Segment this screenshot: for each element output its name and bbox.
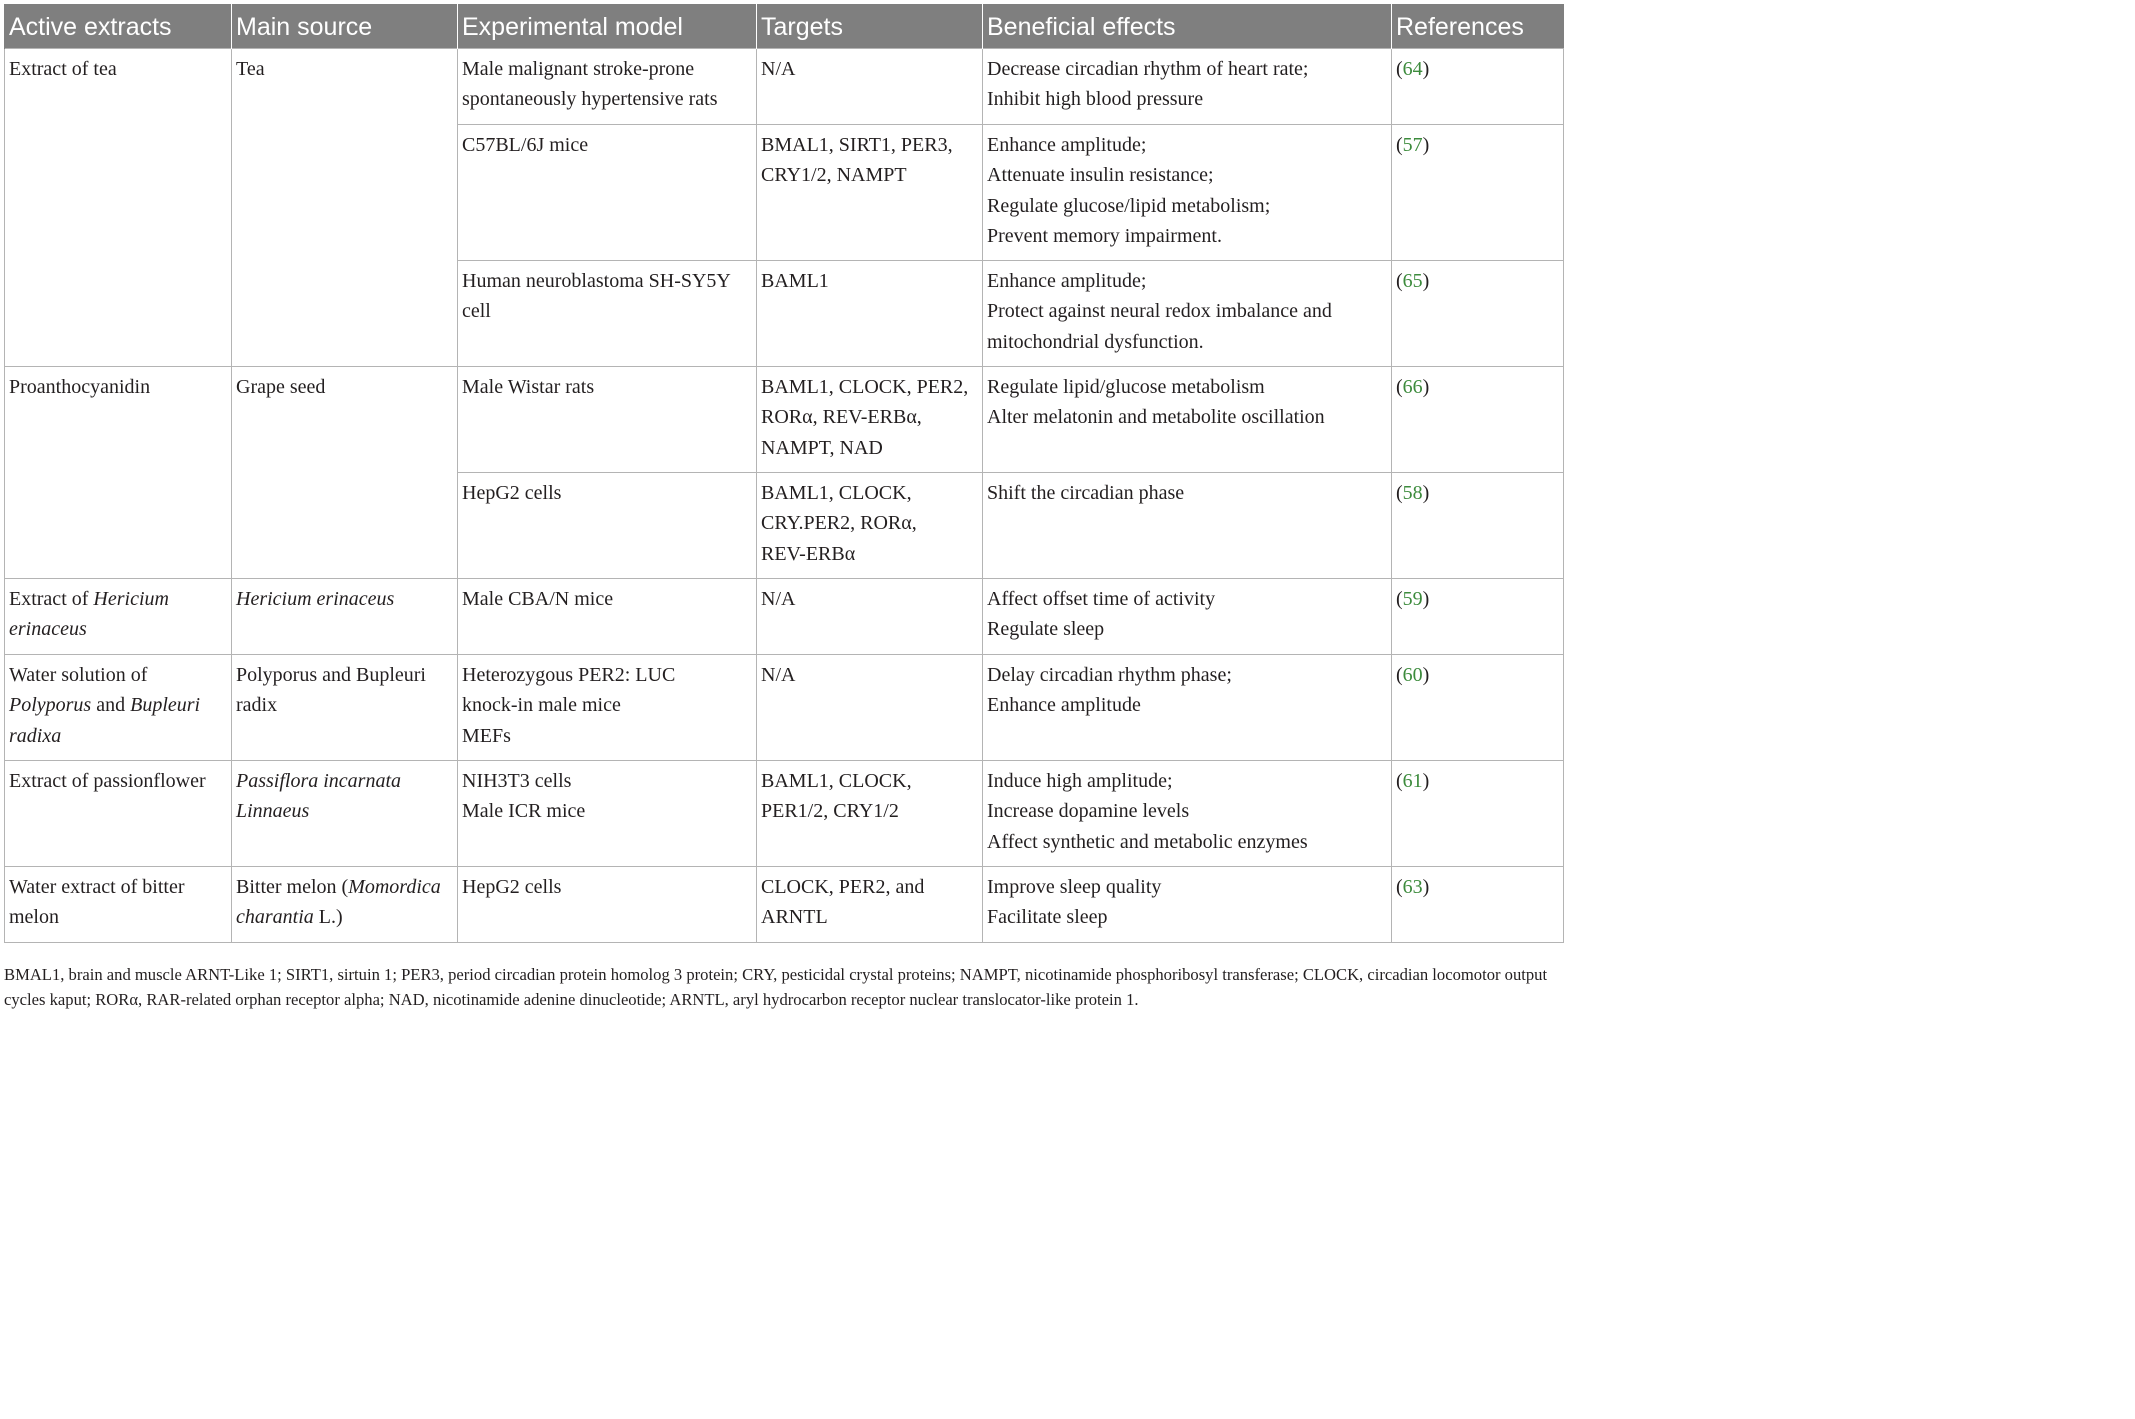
effect-line: Induce high amplitude;: [987, 770, 1173, 792]
model-line: Male CBA/N mice: [462, 588, 614, 610]
targets-line: BMAL1, SIRT1, PER3,: [761, 134, 953, 156]
reference-link[interactable]: 59: [1402, 588, 1423, 610]
main-source-cell: [232, 761, 458, 867]
experimental-model-cell: [458, 761, 757, 867]
beneficial-effects-cell: [983, 761, 1392, 867]
effect-line: Prevent memory impairment.: [987, 225, 1222, 248]
ref-close-paren: ): [1422, 770, 1430, 792]
active-extract-line: Extract of passionflower: [9, 770, 206, 792]
effect-line: Alter melatonin and metabolite oscillation: [987, 406, 1325, 429]
beneficial-effects-cell: [983, 473, 1392, 579]
reference-link[interactable]: 65: [1402, 270, 1423, 292]
effect-line: Attenuate insulin resistance;: [987, 164, 1214, 187]
targets-line: BAML1, CLOCK,: [761, 482, 912, 504]
active-extract-text: and: [91, 694, 131, 717]
targets-line: N/A: [761, 588, 796, 610]
experimental-model-cell: [458, 655, 757, 761]
targets-cell: [757, 655, 983, 761]
targets-cell: [757, 761, 983, 867]
table-header-row: [5, 4, 1564, 49]
targets-line: CRY.PER2, RORα,: [761, 512, 917, 535]
effect-line: Regulate lipid/glucose metabolism: [987, 376, 1265, 398]
active-extract-species: radixa: [9, 724, 62, 747]
model-line: spontaneously hypertensive rats: [462, 88, 718, 111]
ref-open-paren: (: [1396, 664, 1403, 686]
references-cell: [1392, 367, 1564, 473]
active-extract-species: Hericium: [93, 588, 169, 610]
main-source-line: Tea: [236, 58, 265, 80]
effect-line: Increase dopamine levels: [987, 800, 1190, 823]
table-footnote: BMAL1, brain and muscle ARNT-Like 1; SIRT1, sirtuin 1; PER3, period circadian protein homolog 3 protein; CRY, pesticidal crystal proteins; NAMPT, nicotinamide phosphoribosyl transferase; CLOCK, circadian locomotor output cycles kaput; RORα, RAR-related orphan receptor alpha; NAD, nicotinamide adenine dinucleotide; ARNTL, aryl hydrocarbon receptor nuclear translocator-like protein 1.: [4, 965, 1548, 1009]
beneficial-effects-cell: [983, 261, 1392, 367]
model-line: knock-in male mice: [462, 694, 621, 717]
references-cell: [1392, 49, 1564, 125]
model-line: Male malignant stroke-prone: [462, 58, 695, 80]
beneficial-effects-cell: [983, 125, 1392, 261]
main-source-cell: [232, 867, 458, 943]
targets-cell: [757, 367, 983, 473]
references-cell: [1392, 473, 1564, 579]
header-experimental-model: Experimental model: [458, 4, 757, 49]
main-source-line: Polyporus and Bupleuri: [236, 664, 426, 686]
targets-line: NAMPT, NAD: [761, 436, 883, 459]
beneficial-effects-cell: [983, 867, 1392, 943]
effect-line: Regulate glucose/lipid metabolism;: [987, 194, 1271, 217]
model-line: HepG2 cells: [462, 876, 562, 898]
effect-line: Shift the circadian phase: [987, 482, 1185, 504]
active-extract-cell: [5, 867, 232, 943]
references-cell: [1392, 761, 1564, 867]
extracts-table: [4, 4, 1564, 943]
active-extract-line: Water solution of: [9, 664, 148, 686]
active-extract-line: melon: [9, 906, 59, 929]
active-extract-line: Proanthocyanidin: [9, 376, 151, 398]
targets-cell: [757, 867, 983, 943]
reference-link[interactable]: 61: [1402, 770, 1423, 792]
experimental-model-cell: [458, 867, 757, 943]
targets-cell: [757, 261, 983, 367]
effect-line: Regulate sleep: [987, 618, 1105, 641]
table-row: [5, 761, 1564, 867]
main-source-cell: [232, 49, 458, 367]
header-beneficial-effects: Beneficial effects: [983, 4, 1392, 49]
effect-line: Inhibit high blood pressure: [987, 88, 1204, 111]
targets-cell: [757, 49, 983, 125]
targets-line: PER1/2, CRY1/2: [761, 800, 899, 823]
active-extract-line: [9, 584, 227, 614]
main-source-species: charantia: [236, 906, 314, 929]
references-cell: [1392, 867, 1564, 943]
main-source-text: Bitter melon (: [236, 876, 349, 898]
effect-line: Enhance amplitude;: [987, 134, 1147, 156]
targets-cell: [757, 125, 983, 261]
table-row: [5, 367, 1564, 473]
targets-line: CLOCK, PER2, and: [761, 876, 925, 898]
reference-link[interactable]: 64: [1402, 58, 1423, 80]
header-references: References: [1392, 4, 1564, 49]
main-source-line: [236, 872, 453, 902]
active-extract-cell: [5, 655, 232, 761]
targets-line: RORα, REV-ERBα,: [761, 406, 922, 429]
beneficial-effects-cell: [983, 655, 1392, 761]
experimental-model-cell: [458, 125, 757, 261]
targets-line: ARNTL: [761, 906, 828, 929]
targets-line: BAML1, CLOCK,: [761, 770, 912, 792]
active-extract-line: [9, 690, 227, 720]
experimental-model-cell: [458, 367, 757, 473]
table-row: [5, 49, 1564, 125]
active-extract-cell: [5, 49, 232, 367]
ref-close-paren: ): [1422, 134, 1430, 156]
effect-line: Affect synthetic and metabolic enzymes: [987, 830, 1308, 853]
table-container: [4, 4, 1563, 943]
experimental-model-cell: [458, 579, 757, 655]
references-cell: [1392, 579, 1564, 655]
effect-line: Enhance amplitude;: [987, 270, 1147, 292]
references-cell: [1392, 655, 1564, 761]
header-targets: Targets: [757, 4, 983, 49]
main-source-line: Hericium erinaceus: [236, 588, 395, 610]
header-active-extracts: Active extracts: [5, 4, 232, 49]
main-source-cell: [232, 655, 458, 761]
model-line: Human neuroblastoma SH-SY5Y: [462, 270, 731, 292]
references-cell: [1392, 125, 1564, 261]
main-source-line: Passiflora incarnata: [236, 770, 402, 792]
experimental-model-cell: [458, 49, 757, 125]
effect-line: Affect offset time of activity: [987, 588, 1216, 610]
active-extract-text: Extract of: [9, 588, 94, 610]
reference-link[interactable]: 63: [1402, 876, 1423, 898]
table-row: [5, 867, 1564, 943]
reference-link[interactable]: 57: [1402, 134, 1423, 156]
targets-line: N/A: [761, 58, 796, 80]
effect-line: Improve sleep quality: [987, 876, 1162, 898]
targets-line: REV-ERBα: [761, 542, 856, 565]
reference-link[interactable]: 60: [1402, 664, 1423, 686]
model-line: MEFs: [462, 724, 511, 747]
ref-close-paren: ): [1422, 876, 1430, 898]
effect-line: mitochondrial dysfunction.: [987, 330, 1204, 353]
header-main-source: Main source: [232, 4, 458, 49]
targets-cell: [757, 473, 983, 579]
model-line: HepG2 cells: [462, 482, 562, 504]
active-extract-cell: [5, 579, 232, 655]
main-source-species: Momordica: [348, 876, 441, 898]
experimental-model-cell: [458, 473, 757, 579]
ref-close-paren: ): [1422, 664, 1430, 686]
beneficial-effects-cell: [983, 367, 1392, 473]
ref-open-paren: (: [1396, 376, 1403, 398]
ref-close-paren: ): [1422, 376, 1430, 398]
ref-open-paren: (: [1396, 770, 1403, 792]
reference-link[interactable]: 66: [1402, 376, 1423, 398]
main-source-line: [236, 902, 453, 932]
active-extract-cell: [5, 367, 232, 579]
active-extract-line: Water extract of bitter: [9, 876, 185, 898]
effect-line: Delay circadian rhythm phase;: [987, 664, 1232, 686]
main-source-line: radix: [236, 694, 278, 717]
active-extract-cell: [5, 761, 232, 867]
main-source-line: Linnaeus: [236, 800, 310, 823]
model-line: Heterozygous PER2: LUC: [462, 664, 676, 686]
model-line: cell: [462, 300, 491, 323]
effect-line: Facilitate sleep: [987, 906, 1108, 929]
effect-line: Enhance amplitude: [987, 694, 1141, 717]
experimental-model-cell: [458, 261, 757, 367]
targets-line: BAML1, CLOCK, PER2,: [761, 376, 969, 398]
ref-open-paren: (: [1396, 134, 1403, 156]
main-source-cell: [232, 367, 458, 579]
effect-line: Decrease circadian rhythm of heart rate;: [987, 58, 1309, 80]
reference-link[interactable]: 58: [1402, 482, 1423, 504]
targets-line: CRY1/2, NAMPT: [761, 164, 907, 187]
ref-close-paren: ): [1422, 270, 1430, 292]
table-row: [5, 655, 1564, 761]
ref-close-paren: ): [1422, 588, 1430, 610]
active-extract-species: Bupleuri: [130, 694, 201, 717]
references-cell: [1392, 261, 1564, 367]
ref-open-paren: (: [1396, 482, 1403, 504]
ref-close-paren: ): [1422, 482, 1430, 504]
targets-cell: [757, 579, 983, 655]
ref-close-paren: ): [1422, 58, 1430, 80]
beneficial-effects-cell: [983, 49, 1392, 125]
ref-open-paren: (: [1396, 58, 1403, 80]
effect-line: Protect against neural redox imbalance and: [987, 300, 1332, 323]
model-line: Male Wistar rats: [462, 376, 595, 398]
model-line: Male ICR mice: [462, 800, 586, 823]
model-line: NIH3T3 cells: [462, 770, 572, 792]
targets-line: BAML1: [761, 270, 829, 292]
main-source-line: Grape seed: [236, 376, 326, 398]
model-line: C57BL/6J mice: [462, 134, 589, 156]
main-source-cell: [232, 579, 458, 655]
beneficial-effects-cell: [983, 579, 1392, 655]
ref-open-paren: (: [1396, 876, 1403, 898]
active-extract-species: Polyporus: [9, 694, 92, 717]
main-source-text: L.): [313, 906, 343, 929]
ref-open-paren: (: [1396, 588, 1403, 610]
active-extract-species: erinaceus: [9, 618, 87, 641]
active-extract-line: Extract of tea: [9, 58, 117, 80]
targets-line: N/A: [761, 664, 796, 686]
ref-open-paren: (: [1396, 270, 1403, 292]
table-row: [5, 579, 1564, 655]
